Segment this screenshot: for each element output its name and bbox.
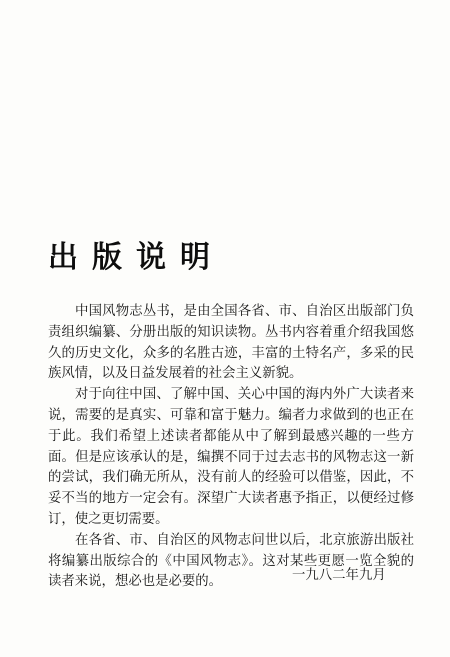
date-signature: 一九八二年九月 xyxy=(292,568,386,583)
page-title: 出版说明 xyxy=(48,240,224,275)
body-text xyxy=(48,302,414,593)
paragraph-3: 在各省、市、自治区的风物志问世以后，北京旅游出版社将编纂出版综合的《中国风物志》。这对某些更愿一览全貌的读者来说，想必也是必要的。 xyxy=(48,532,414,590)
paragraph-2: 对于向往中国、了解中国、关心中国的海内外广大读者来说，需要的是真实、可靠和富于魅力。编者力求做到的也正在于此。我们希望上述读者都能从中了解到最感兴趣的一些方面。但是应该承认的是，编撰不同于过去志书的风物志这一新的尝试，我们确无所从，没有前人的经验可以借鉴，因此，不妥不当的地方一定会有。深望广大读者惠予指正，以便经过修订，使之更切需要。 xyxy=(48,387,414,527)
paragraph-1: 中国风物志丛书，是由全国各省、市、自治区出版部门负责组织编纂、分册出版的知识读物。丛书内容着重介绍我国悠久的历史文化，众多的名胜古迹，丰富的土特名产，多采的民族风情，以及日益发展着的社会主义新貌。 xyxy=(48,304,414,382)
